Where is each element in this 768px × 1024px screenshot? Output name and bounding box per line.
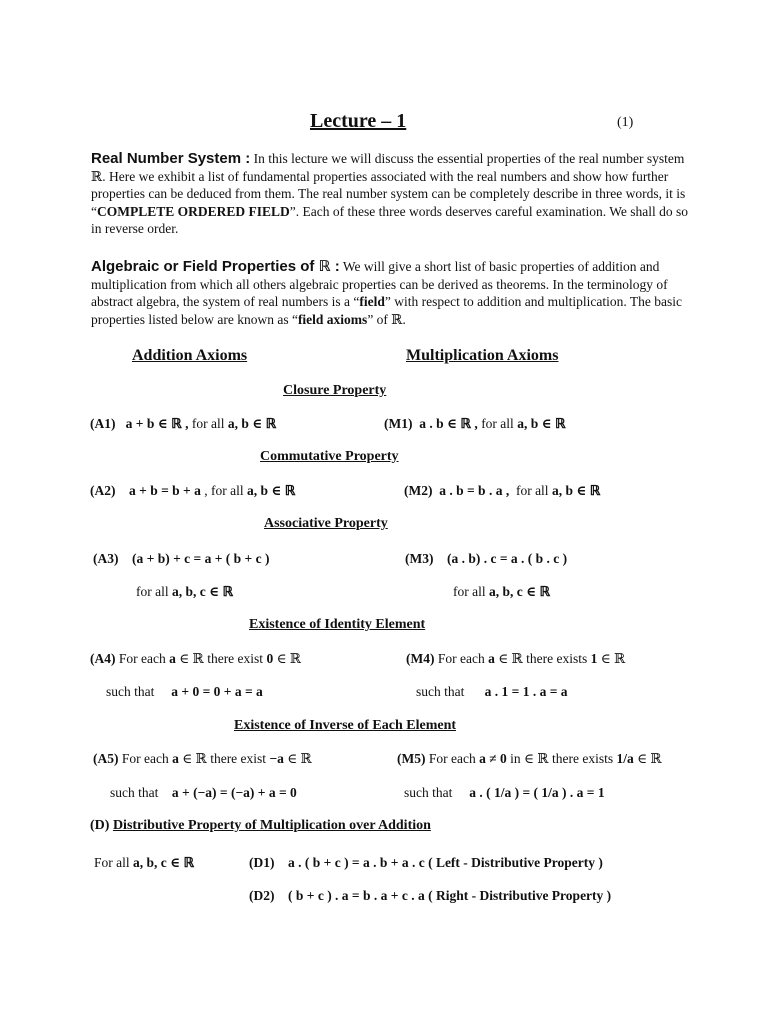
a1-expression: a + b ∈ ℝ , <box>125 416 189 431</box>
m5-post: ∈ ℝ <box>633 751 662 766</box>
intro-paragraph <box>91 150 701 238</box>
a3-for: for all <box>136 584 169 599</box>
commutative-heading: Commutative Property <box>260 449 399 464</box>
a4-expression: a + 0 = 0 + a = a <box>171 684 263 699</box>
m1-label: (M1) <box>384 416 413 431</box>
m4-label: (M4) <box>406 651 435 666</box>
m5-label: (M5) <box>397 751 426 766</box>
a1-for: for all <box>191 416 225 431</box>
m4-element: 1 <box>590 651 598 666</box>
inverse-heading: Existence of Inverse of Each Element <box>234 718 457 733</box>
axiom-a1 <box>90 416 276 432</box>
distributive-heading-row <box>90 818 431 834</box>
a2-expression: a + b = b + a <box>129 483 201 498</box>
intro-bold-phrase: COMPLETE ORDERED FIELD <box>97 203 290 219</box>
a4-element: 0 <box>266 651 274 666</box>
a2-for: , for all <box>204 483 244 498</box>
d1-label: (D1) <box>249 855 275 870</box>
m3-set: a, b, c ∈ ℝ <box>489 584 551 599</box>
a5-pre: For each <box>118 751 173 766</box>
m5-condition <box>404 785 605 801</box>
algebraic-heading: Algebraic or Field Properties of ℝ : <box>91 258 340 275</box>
axiom-a5 <box>93 751 312 767</box>
page-number: (1) <box>617 115 634 130</box>
m5-a: a ≠ 0 <box>479 751 507 766</box>
m2-for: for all <box>515 483 549 498</box>
m5-such-that: such that <box>404 785 453 800</box>
axiom-a3 <box>93 551 269 567</box>
addition-axioms-heading: Addition Axioms <box>132 347 248 364</box>
identity-heading: Existence of Identity Element <box>249 617 426 632</box>
a3-quantifier <box>136 584 233 600</box>
m4-condition <box>416 684 568 700</box>
m4-expression: a . 1 = 1 . a = a <box>484 684 568 699</box>
a4-such-that: such that <box>106 684 155 699</box>
m1-set: a, b ∈ ℝ <box>517 416 566 431</box>
m3-quantifier <box>453 584 550 600</box>
a4-label: (A4) <box>90 651 116 666</box>
distributive-label: (D) <box>90 818 110 833</box>
a1-set: a, b ∈ ℝ <box>227 416 277 431</box>
intro-text-2: ”. Each of these three words deserves careful examination. We shall do so in reverse order. <box>91 203 689 236</box>
axiom-a2 <box>90 483 295 499</box>
distributive-quantifier <box>94 855 194 871</box>
axiom-m3 <box>405 551 567 567</box>
a4-post: ∈ ℝ <box>273 651 302 666</box>
algebraic-text-1: We will give a short list of basic properties of addition and multiplication from which all others algebraic properties can be derived as theorems. In the terminology of abstract algebra, the system of real numbers is a “ <box>91 259 668 309</box>
m3-expression: (a . b) . c = a . ( b . c ) <box>446 551 568 566</box>
a2-label: (A2) <box>90 483 116 498</box>
m3-label: (M3) <box>405 551 434 566</box>
d2-expression: ( b + c ) . a = b . a + c . a ( Right - Distributive Property ) <box>288 888 612 903</box>
m4-such-that: such that <box>416 684 465 699</box>
a5-element: −a <box>269 751 284 766</box>
m1-expression: a . b ∈ ℝ , <box>419 416 478 431</box>
axiom-m5 <box>397 751 662 767</box>
distributive-heading: Distributive Property of Multiplication over Addition <box>112 818 431 833</box>
a1-label: (A1) <box>90 416 116 431</box>
algebraic-text-2: ” with respect to addition and multiplication. The basic properties listed below are known as “ <box>91 294 682 327</box>
a5-label: (A5) <box>93 751 119 766</box>
distributive-set: a, b, c ∈ ℝ <box>133 855 195 870</box>
m4-a: a <box>488 651 495 666</box>
axiom-m4 <box>406 651 625 667</box>
distributive-for: For all <box>94 855 130 870</box>
m2-expression: a . b = b . a , <box>439 483 510 498</box>
a3-set: a, b, c ∈ ℝ <box>172 584 234 599</box>
m5-pre: For each <box>425 751 480 766</box>
d1-expression: a . ( b + c ) = a . b + a . c ( Left - Distributive Property ) <box>288 855 603 870</box>
algebraic-text-3: ” of ℝ. <box>367 311 406 327</box>
associative-heading: Associative Property <box>264 516 388 531</box>
algebraic-paragraph <box>91 258 701 328</box>
a4-condition <box>106 684 263 700</box>
axiom-d1 <box>249 855 603 871</box>
a5-condition <box>110 785 297 801</box>
algebraic-bold-field-axioms: field axioms <box>297 311 368 327</box>
a5-expression: a + (−a) = (−a) + a = 0 <box>171 785 297 800</box>
algebraic-bold-field: field <box>359 294 385 309</box>
m2-set: a, b ∈ ℝ <box>551 483 601 498</box>
d2-label: (D2) <box>249 888 275 903</box>
a5-such-that: such that <box>110 785 159 800</box>
a3-label: (A3) <box>93 551 119 566</box>
a4-mid: ∈ ℝ there exist <box>175 651 267 666</box>
page-title: Lecture – 1 <box>310 110 407 132</box>
m1-for: for all <box>481 416 514 431</box>
axiom-m2 <box>404 483 600 499</box>
a5-post: ∈ ℝ <box>283 751 312 766</box>
multiplication-axioms-heading: Multiplication Axioms <box>406 347 559 364</box>
a4-pre: For each <box>115 651 170 666</box>
axiom-a4 <box>90 651 301 667</box>
m5-expression: a . ( 1/a ) = ( 1/a ) . a = 1 <box>469 785 605 800</box>
m5-element: 1/a <box>616 751 634 766</box>
a5-mid: ∈ ℝ there exist <box>178 751 270 766</box>
a2-set: a, b ∈ ℝ <box>246 483 296 498</box>
m3-for: for all <box>453 584 486 599</box>
a3-expression: (a + b) + c = a + ( b + c ) <box>132 551 270 566</box>
intro-heading: Real Number System : <box>91 150 251 167</box>
m5-mid: in ∈ ℝ there exists <box>506 751 617 766</box>
axiom-m1 <box>384 416 566 432</box>
m4-mid: ∈ ℝ there exists <box>494 651 591 666</box>
m4-pre: For each <box>434 651 489 666</box>
a4-a: a <box>169 651 176 666</box>
m2-label: (M2) <box>404 483 433 498</box>
m4-post: ∈ ℝ <box>597 651 626 666</box>
closure-heading: Closure Property <box>283 383 387 398</box>
a5-a: a <box>172 751 179 766</box>
axiom-d2 <box>249 888 611 904</box>
intro-text-1: In this lecture we will discuss the essential properties of the real number system ℝ. Here we exhibit a list of fundamental properties associated with the real numbers and show how further properties can be deduced from them. The real number system can be completely describe in three words, it is “ <box>91 151 686 219</box>
